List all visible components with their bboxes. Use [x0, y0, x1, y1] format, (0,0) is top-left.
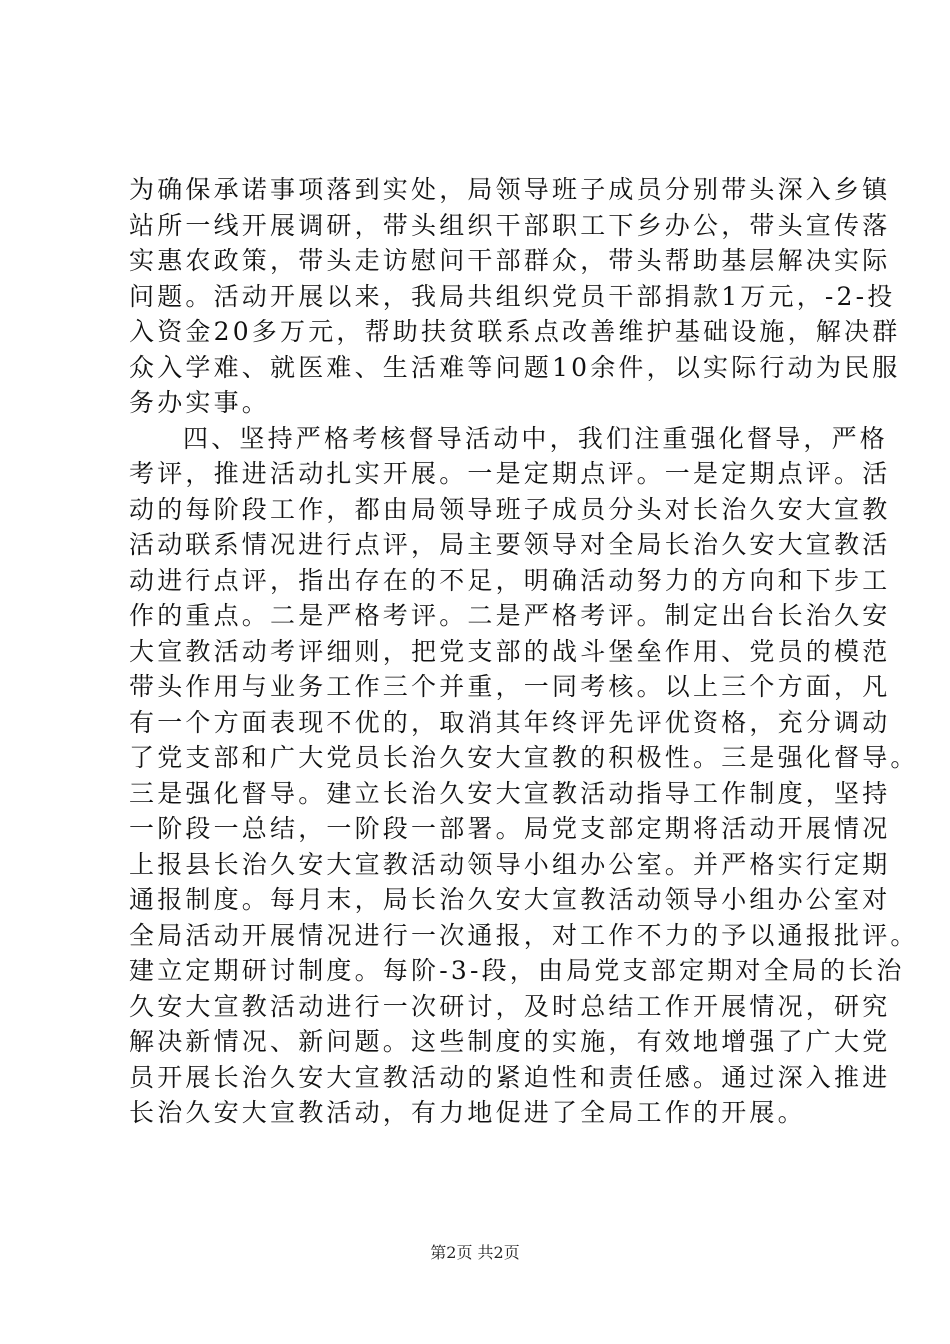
- text-line: 入资金20多万元，帮助扶贫联系点改善维护基础设施，解决群: [129, 317, 901, 346]
- text-line: 上报县长治久安大宣教活动领导小组办公室。并严格实行定期: [129, 849, 891, 879]
- text-line: 通报制度。每月末，局长治久安大宣教活动领导小组办公室对: [129, 885, 891, 914]
- text-line: 解决新情况、新问题。这些制度的实施，有效地增强了广大党: [129, 1027, 891, 1056]
- paragraph-start-line: 四、坚持严格考核督导活动中，我们注重强化督导，严格: [183, 423, 889, 453]
- text-line: 务办实事。: [129, 388, 271, 417]
- text-line: 实惠农政策，带头走访慰问干部群众，带头帮助基层解决实际: [129, 246, 891, 275]
- text-line: 员开展长治久安大宣教活动的紧迫性和责任感。通过深入推进: [129, 1062, 891, 1092]
- text-line: 动的每阶段工作，都由局领导班子成员分头对长治久安大宣教: [129, 494, 891, 524]
- text-line: 问题。活动开展以来，我局共组织党员干部捐款1万元，-2-投: [129, 281, 896, 311]
- text-line: 活动联系情况进行点评，局主要领导对全局长治久安大宣教活: [129, 530, 891, 559]
- text-line: 站所一线开展调研，带头组织干部职工下乡办公，带头宣传落: [129, 210, 891, 240]
- text-line: 长治久安大宣教活动，有力地促进了全局工作的开展。: [129, 1098, 806, 1127]
- text-line: 有一个方面表现不优的，取消其年终评先评优资格，充分调动: [129, 707, 891, 737]
- text-line: 大宣教活动考评细则，把党支部的战斗堡垒作用、党员的模范: [129, 636, 891, 666]
- text-line: 一阶段一总结，一阶段一部署。局党支部定期将活动开展情况: [129, 814, 891, 843]
- text-line: 三是强化督导。建立长治久安大宣教活动指导工作制度，坚持: [129, 778, 891, 808]
- text-line: 了党支部和广大党员长治久安大宣教的积极性。三是强化督导。: [129, 743, 919, 772]
- page-number-footer: 第2页 共2页: [430, 1243, 520, 1262]
- document-body: [129, 172, 919, 1131]
- text-line: 带头作用与业务工作三个并重，一同考核。以上三个方面，凡: [129, 672, 891, 701]
- text-line: 作的重点。二是严格考评。二是严格考评。制定出台长治久安: [129, 601, 891, 630]
- text-line: 考评，推进活动扎实开展。一是定期点评。一是定期点评。活: [129, 459, 891, 488]
- text-line: 动进行点评，指出存在的不足，明确活动努力的方向和下步工: [129, 565, 891, 595]
- text-line: 众入学难、就医难、生活难等问题10余件，以实际行动为民服: [129, 352, 901, 382]
- text-line: 为确保承诺事项落到实处，局领导班子成员分别带头深入乡镇: [129, 175, 891, 204]
- text-line: 全局活动开展情况进行一次通报，对工作不力的予以通报批评。: [129, 920, 919, 950]
- text-line: 久安大宣教活动进行一次研讨，及时总结工作开展情况，研究: [129, 991, 891, 1021]
- text-line: 建立定期研讨制度。每阶-3-段，由局党支部定期对全局的长治: [129, 956, 905, 985]
